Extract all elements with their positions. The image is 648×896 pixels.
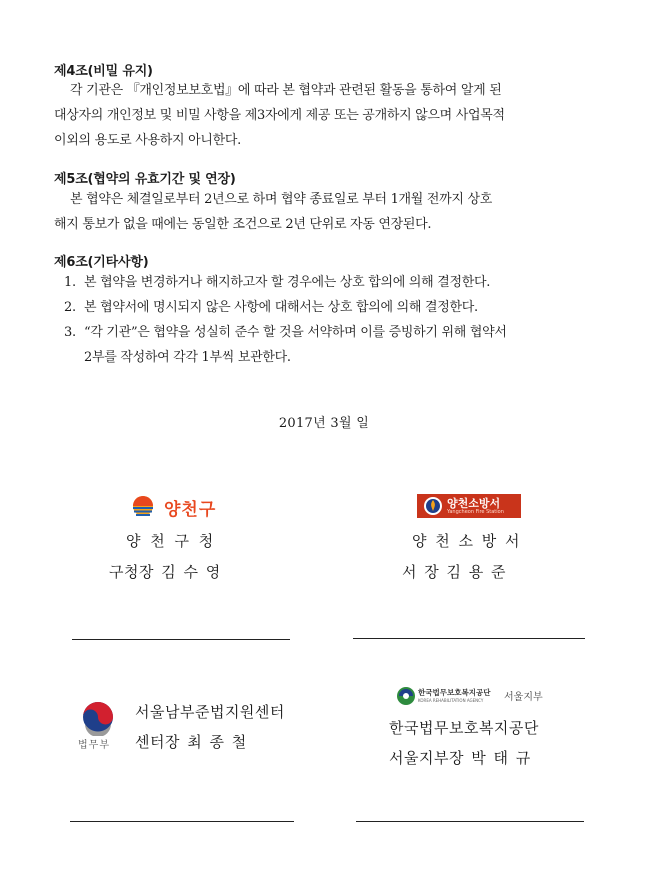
list-item	[64, 320, 604, 345]
article-5-line-1: 본 협약은 체결일로부터 2년으로 하며 협약 종료일로 부터 1개월 전까지 상호	[70, 192, 493, 207]
rehab-agency-logo-branch: 서울지부	[504, 692, 543, 703]
list-item-text: “각 기관”은 협약을 성실히 준수 할 것을 서약하며 이를 증빙하기 위해 협약서	[84, 325, 507, 340]
fire-emblem-icon	[421, 494, 445, 518]
article-6-title: 제6조(기타사항)	[54, 255, 149, 270]
fire-station-org-name: 양 천 소 방 서	[412, 532, 521, 550]
article-4-line-3: 이외의 용도로 사용하지 아니한다.	[54, 133, 241, 148]
probation-center-org-name: 서울남부준법지원센터	[135, 703, 285, 721]
ministry-of-justice-logo	[76, 700, 120, 752]
signature-line	[353, 638, 585, 639]
fire-station-representative: 서 장 김 용 준	[402, 563, 507, 581]
list-item-text: 본 협약서에 명시되지 않은 사항에 대해서는 상호 합의에 의해 결정한다.	[84, 300, 478, 315]
rehab-agency-logo-subtext: KOREA REHABILITATION AGENCY	[418, 698, 484, 703]
article-6-list	[64, 270, 604, 370]
taegeuk-emblem-icon	[76, 700, 120, 736]
signature-line	[356, 821, 584, 822]
yangcheon-gu-logo-text: 양천구	[164, 500, 217, 520]
article-4-line-2: 대상자의 개인정보 및 비밀 사항을 제3자에게 제공 또는 공개하지 않으며 사업목적	[54, 108, 505, 123]
article-4-line-1: 각 기관은 『개인정보보호법』에 따라 본 협약과 관련된 활동을 통하여 알게 된	[70, 83, 502, 98]
ministry-of-justice-logo-text: 법무부	[78, 740, 110, 751]
fire-station-logo	[417, 494, 521, 518]
yangcheon-gu-representative: 구청장 김 수 영	[109, 563, 221, 581]
rehab-agency-representative: 서울지부장 박 태 규	[389, 749, 531, 767]
article-4-title: 제4조(비밀 유지)	[54, 64, 153, 79]
signature-line	[70, 821, 294, 822]
list-item-number: 3.	[64, 325, 76, 340]
fire-station-logo-subtext: Yangcheon Fire Station	[447, 509, 504, 515]
rehab-agency-org-name: 한국법무보호복지공단	[389, 719, 539, 737]
list-item-number: 2.	[64, 300, 76, 315]
probation-center-representative: 센터장 최 종 철	[135, 733, 247, 751]
signature-line	[72, 639, 290, 640]
list-item	[64, 295, 604, 320]
rehab-agency-logo-text: 한국법무보호복지공단	[418, 688, 491, 697]
article-5-line-2: 해지 통보가 없을 때에는 동일한 조건으로 2년 단위로 자동 연장된다.	[54, 217, 432, 232]
yangcheon-gu-org-name: 양 천 구 청	[126, 532, 214, 550]
article-4-body	[54, 78, 604, 153]
rehab-agency-emblem-icon	[396, 686, 416, 706]
fire-station-logo-text: 양천소방서	[447, 497, 501, 510]
signing-date: 2017년 3월 일	[278, 416, 370, 431]
article-5-body	[54, 187, 604, 237]
list-item-number: 1.	[64, 275, 76, 290]
rehab-agency-logo	[396, 686, 556, 708]
list-item	[64, 270, 604, 295]
list-item-text: 본 협약을 변경하거나 해지하고자 할 경우에는 상호 합의에 의해 결정한다.	[84, 275, 491, 290]
article-5-title: 제5조(협약의 유효기간 및 연장)	[54, 172, 236, 187]
list-item-continuation: 2부를 작성하여 각각 1부씩 보관한다.	[84, 350, 291, 365]
yangcheon-gu-logo	[131, 494, 241, 520]
